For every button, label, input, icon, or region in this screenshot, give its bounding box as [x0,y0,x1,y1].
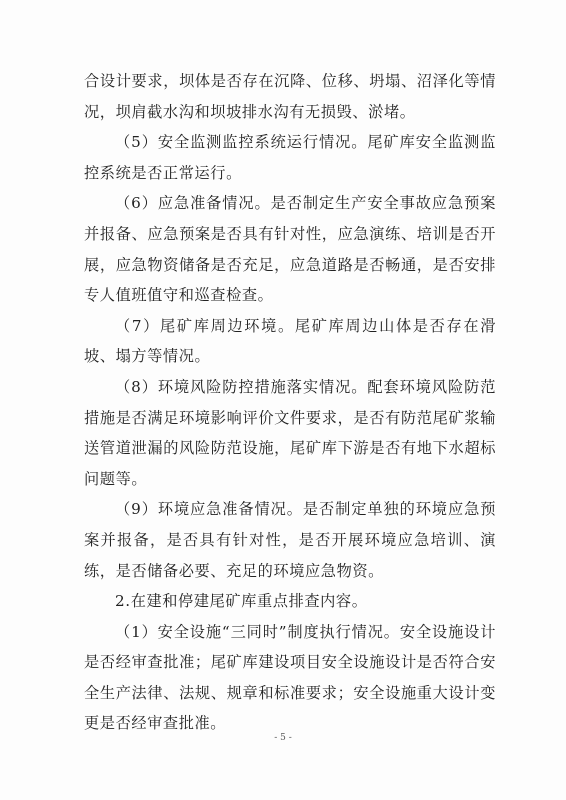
paragraph-item-5: （5）安全监测监控系统运行情况。尾矿库安全监测监控系统是否正常运行。 [84,133,496,182]
paragraph-continuation: 合设计要求，坝体是否存在沉降、位移、坍塌、沼泽化等情况，坝肩截水沟和坝坡排水沟有无损毁、淤堵。 [84,72,496,121]
document-body [84,66,496,739]
page-number: - 5 - [274,733,292,743]
paragraph-item-6: （6）应急准备情况。是否制定生产安全事故应急预案并报备、应急预案是否具有针对性，应急演练、培训是否开展，应急物资储备是否充足，应急道路是否畅通，是否安排专人值班值守和巡查检查。 [84,194,496,305]
paragraph-item-7: （7）尾矿库周边环境。尾矿库周边山体是否存在滑坡、塌方等情况。 [84,316,496,366]
paragraph-item-8: （8）环境风险防控措施落实情况。配套环境风险防范措施是否满足环境影响评价文件要求，是否有防范尾矿浆输送管道泄漏的风险防范设施，尾矿库下游是否有地下水超标问题等。 [84,377,496,488]
paragraph-item-9: （9）环境应急准备情况。是否制定单独的环境应急预案并报备，是否具有针对性，是否开展环境应急培训、演练，是否储备必要、充足的环境应急物资。 [84,500,496,580]
section-heading-2: 2.在建和停建尾矿库重点排查内容。 [115,592,368,611]
paragraph-sub-item-1: （1）安全设施“三同时”制度执行情况。安全设施设计是否经审查批准；尾矿库建设项目安全设施设计是否符合安全生产法律、法规、规章和标准要求；安全设施重大设计变更是否经审查批准。 [84,622,496,733]
